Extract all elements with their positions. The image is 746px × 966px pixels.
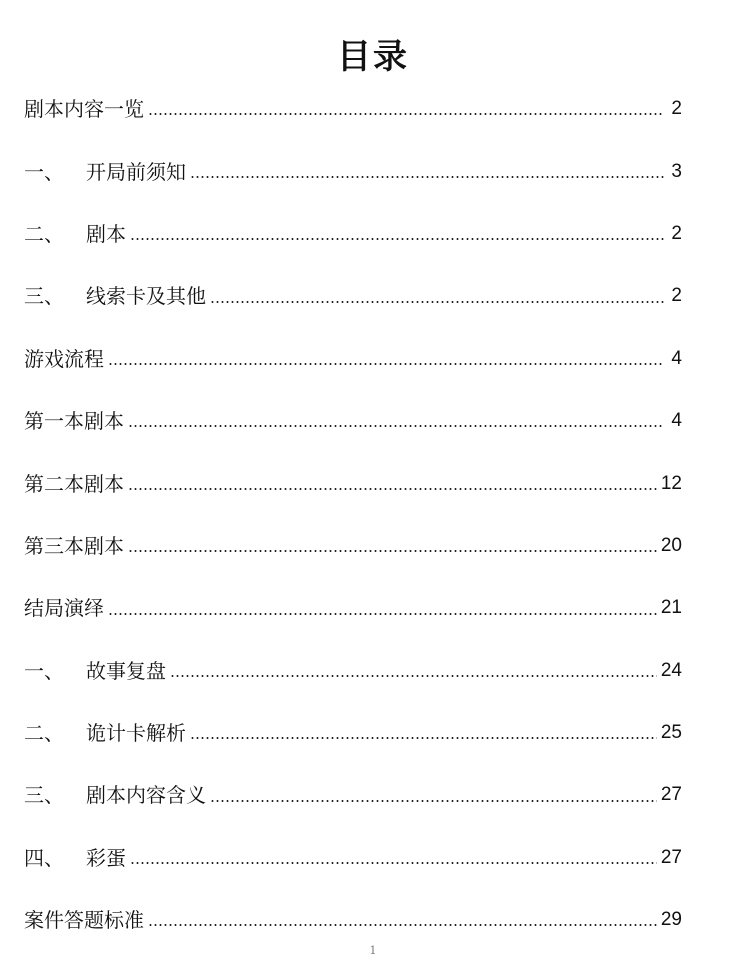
toc-entry-page: 2 [671, 285, 682, 307]
toc-entry[interactable] [24, 889, 682, 951]
toc-entry[interactable] [24, 265, 682, 327]
toc-entry-number: 四、 [24, 845, 64, 870]
toc-entry-label: 诡计卡解析 [86, 721, 186, 746]
toc-entry-page: 2 [671, 98, 682, 120]
dot-leader [190, 737, 657, 739]
toc-entry-page: 27 [660, 784, 682, 806]
toc-entry[interactable] [24, 140, 682, 202]
toc-entry-label: 第一本剧本 [24, 409, 124, 434]
toc-entry-label: 游戏流程 [24, 346, 104, 371]
toc-entry-number: 二、 [24, 221, 64, 246]
dot-leader [130, 238, 664, 240]
page-number: 1 [369, 944, 377, 957]
toc-entry[interactable] [24, 78, 682, 140]
toc-entry-page: 20 [660, 534, 682, 556]
toc-entry-label: 剧本 [86, 221, 126, 246]
toc-entry[interactable] [24, 328, 682, 390]
dot-leader [128, 425, 664, 427]
toc-entry-number: 一、 [24, 658, 64, 683]
toc-entry-label: 第三本剧本 [24, 533, 124, 558]
toc-entry-page: 29 [660, 909, 682, 931]
dot-leader [108, 363, 664, 365]
toc-entry-label: 结局演绎 [24, 596, 104, 621]
toc-entry-page: 25 [660, 722, 682, 744]
toc-entry-number: 二、 [24, 721, 64, 746]
toc-entry-page: 21 [660, 597, 682, 619]
toc-entry-page: 24 [660, 659, 682, 681]
toc-entry-number: 一、 [24, 159, 64, 184]
toc-entry-label: 彩蛋 [86, 845, 126, 870]
toc-entry-page: 2 [671, 222, 682, 244]
dot-leader [210, 301, 664, 303]
toc-entry[interactable] [24, 702, 682, 764]
toc-entry[interactable] [24, 577, 682, 639]
toc-entry-label: 第二本剧本 [24, 471, 124, 496]
toc-entry-label: 案件答题标准 [24, 908, 144, 933]
dot-leader [190, 176, 664, 178]
toc-entry[interactable] [24, 827, 682, 889]
toc-entry-label: 剧本内容含义 [86, 783, 206, 808]
toc-title: 目录 [337, 36, 409, 77]
toc-entry[interactable] [24, 390, 682, 452]
dot-leader [130, 862, 657, 864]
dot-leader [128, 488, 657, 490]
toc-entry-number: 三、 [24, 284, 64, 309]
toc-entry[interactable] [24, 640, 682, 702]
dot-leader [128, 550, 657, 552]
toc-entry-page: 12 [660, 472, 682, 494]
toc-entry-label: 开局前须知 [86, 159, 186, 184]
toc-entry-number: 三、 [24, 783, 64, 808]
toc-list [24, 78, 682, 951]
toc-entry-page: 3 [671, 160, 682, 182]
dot-leader [148, 113, 664, 115]
toc-entry-page: 4 [671, 410, 682, 432]
toc-entry-page: 4 [671, 347, 682, 369]
toc-entry[interactable] [24, 515, 682, 577]
dot-leader [170, 675, 657, 677]
dot-leader [148, 924, 657, 926]
toc-entry-page: 27 [660, 846, 682, 868]
toc-entry[interactable] [24, 452, 682, 514]
toc-entry-label: 剧本内容一览 [24, 97, 144, 122]
dot-leader [210, 800, 657, 802]
toc-entry[interactable] [24, 203, 682, 265]
toc-entry-label: 线索卡及其他 [86, 284, 206, 309]
toc-entry[interactable] [24, 764, 682, 826]
dot-leader [108, 613, 657, 615]
toc-entry-label: 故事复盘 [86, 658, 166, 683]
